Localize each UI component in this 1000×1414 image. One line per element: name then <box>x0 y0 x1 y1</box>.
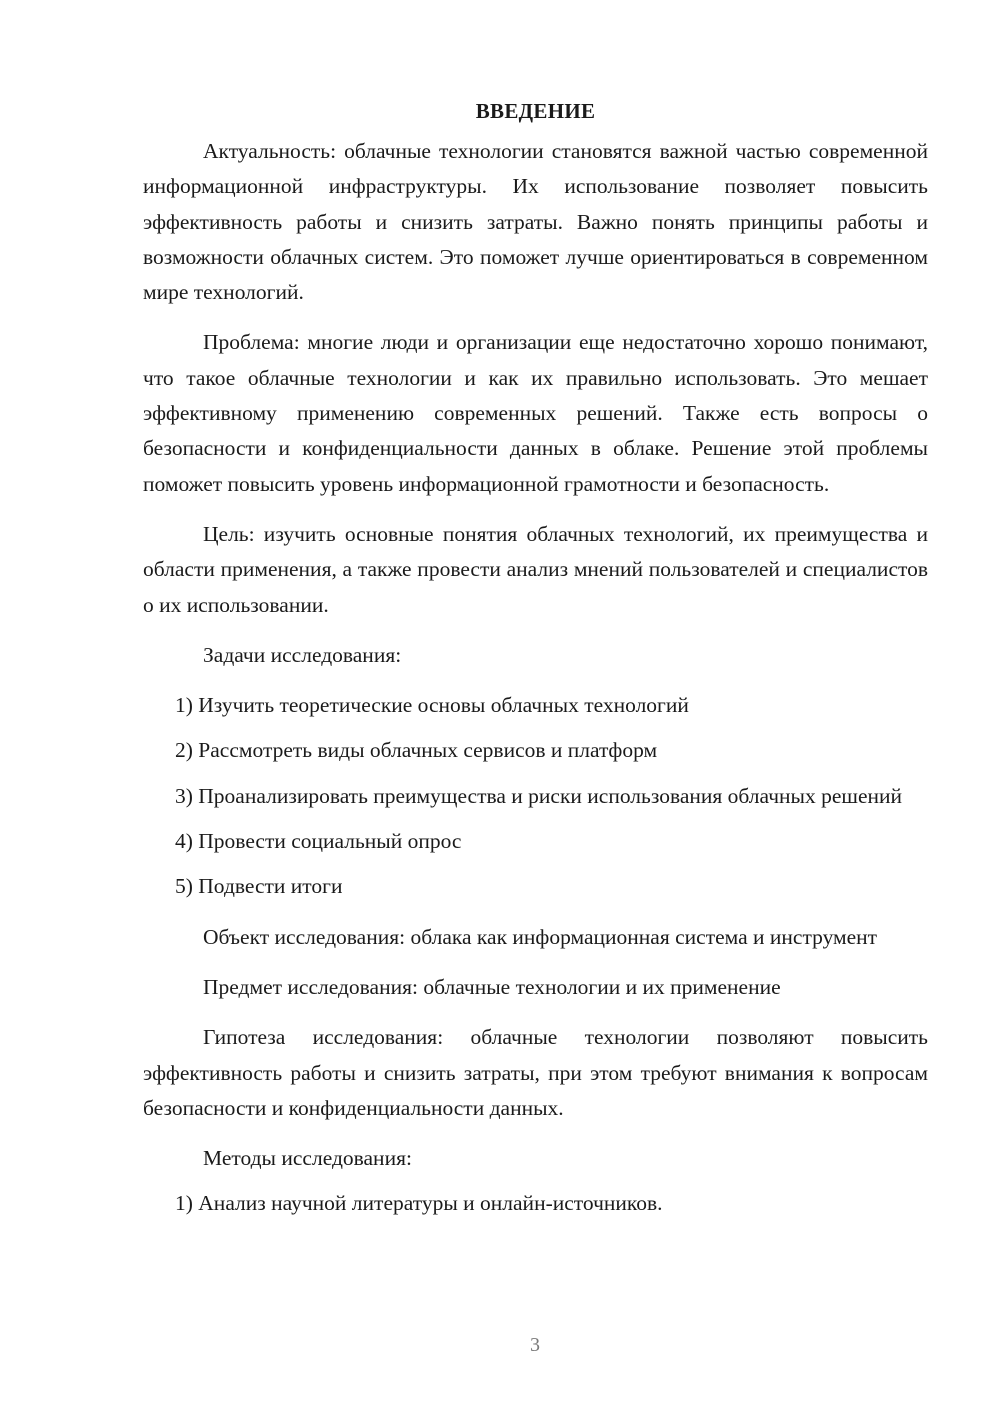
task-item: 4) Провести социальный опрос <box>175 829 462 854</box>
goal-paragraph: Цель: изучить основные понятия облачных технологий, их преимущества и области применения, а также провести анализ мнений пользователей и специалистов о их использовании. <box>143 521 928 617</box>
page-content <box>143 96 928 1232</box>
page-number: 3 <box>530 1334 540 1356</box>
task-item: 1) Изучить теоретические основы облачных технологий <box>175 693 689 718</box>
problem-paragraph: Проблема: многие люди и организации еще недостаточно хорошо понимают, что такое облачные технологии и как их правильно использовать. Это мешает эффективному применению современных решений. Также есть вопросы о безопасности и конфиденциальности данных в облаке. Решение этой проблемы поможет повысить уровень информационной грамотности и безопасность. <box>143 330 928 496</box>
tasks-heading: Задачи исследования: <box>203 642 402 667</box>
methods-heading: Методы исследования: <box>203 1146 412 1171</box>
relevance-paragraph: Актуальность: облачные технологии становятся важной частью современной информационной инфраструктуры. Их использование позволяет повысить эффективность работы и снизить затраты. Важно понять принципы работы и возможности облачных систем. Это поможет лучше ориентироваться в современном мире технологий. <box>143 139 928 305</box>
task-item: 2) Рассмотреть виды облачных сервисов и платформ <box>175 738 658 763</box>
hypothesis-paragraph: Гипотеза исследования: облачные технологии позволяют повысить эффективность работы и снизить затраты, при этом требуют внимания к вопросам безопасности и конфиденциальности данных. <box>143 1025 928 1120</box>
subject-paragraph: Предмет исследования: облачные технологии и их применение <box>203 974 781 999</box>
page-title: ВВЕДЕНИЕ <box>475 99 596 123</box>
object-paragraph: Объект исследования: облака как информационная система и инструмент <box>203 924 878 949</box>
method-item: 1) Анализ научной литературы и онлайн-источников. <box>175 1191 663 1216</box>
task-item: 5) Подвести итоги <box>175 874 343 899</box>
task-item: 3) Проанализировать преимущества и риски использования облачных решений <box>175 783 903 808</box>
